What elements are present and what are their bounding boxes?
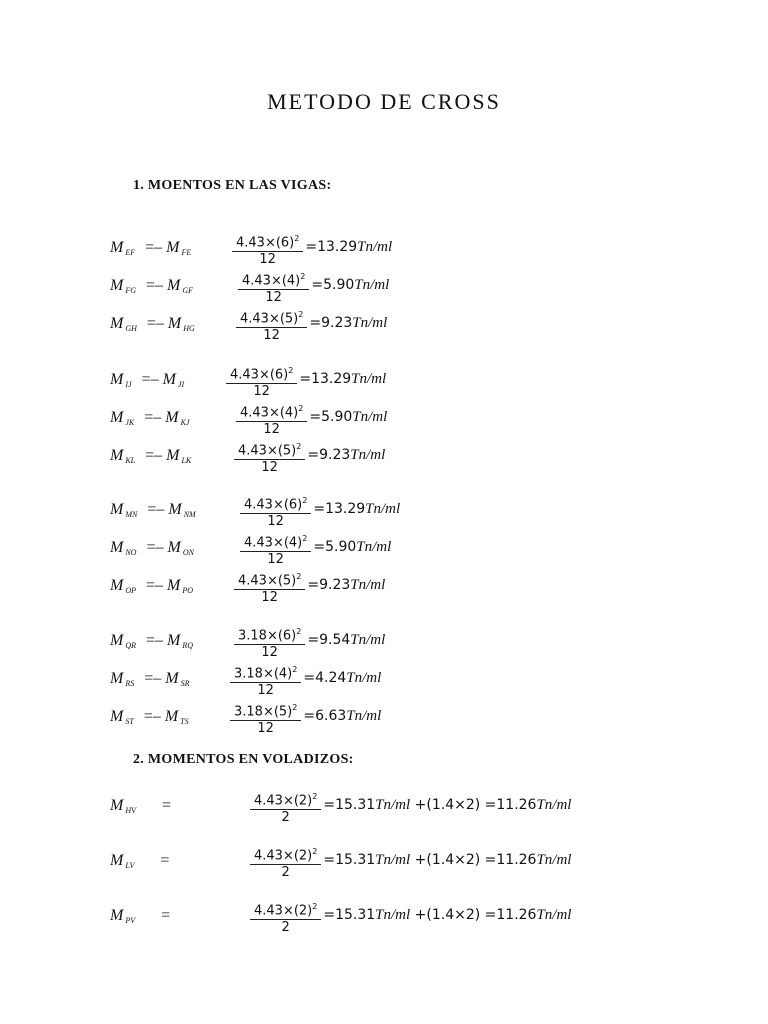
- moment-subscript: FE: [181, 248, 192, 257]
- moment-symbol: M: [110, 315, 124, 332]
- moment-subscript: QR: [125, 641, 136, 650]
- fraction: [232, 230, 303, 268]
- fraction-numerator: [230, 699, 301, 720]
- numerator-text: 3.18×(4): [234, 666, 293, 682]
- result-extra: +(1.4×2) =11.26: [410, 907, 537, 923]
- result-unit: Tn/ml: [536, 852, 572, 868]
- result-value: =15.31: [323, 852, 376, 868]
- moment-symbol: M: [110, 708, 124, 725]
- fraction-numerator: [236, 306, 307, 327]
- fraction: [250, 898, 321, 936]
- equals-sign: =: [162, 797, 172, 814]
- equation-result: [305, 239, 392, 256]
- equation-row: [110, 568, 730, 608]
- moment-subscript: LV: [125, 861, 135, 870]
- result-unit: Tn/ml: [375, 852, 411, 868]
- moment-symbol: M: [110, 447, 124, 464]
- fraction-denominator: 12: [263, 422, 280, 438]
- moment-symbol: M: [166, 447, 180, 464]
- moment-symbol: M: [110, 797, 124, 814]
- fraction-denominator: 12: [267, 552, 284, 568]
- fraction-numerator: [240, 530, 311, 551]
- numerator-text: 4.43×(6): [230, 367, 289, 383]
- equation-result: [307, 577, 385, 594]
- moment-symbol: M: [165, 409, 179, 426]
- exponent: 2: [312, 902, 318, 911]
- result-value: =5.90: [311, 277, 355, 293]
- equation-lhs: [110, 708, 189, 726]
- moment-symbol: M: [110, 239, 124, 256]
- exponent: 2: [292, 703, 298, 712]
- moment-subscript: NM: [183, 510, 196, 519]
- fraction: [234, 568, 305, 606]
- equation-row: [110, 230, 730, 270]
- section-heading: 1. MOENTOS EN LAS VIGAS:: [133, 178, 332, 193]
- fraction: [240, 530, 311, 568]
- equals-negative: =–: [141, 371, 159, 388]
- moment-symbol: M: [110, 539, 124, 556]
- moment-symbol: M: [167, 632, 181, 649]
- fraction-denominator: 2: [281, 865, 290, 881]
- result-value: =15.31: [323, 797, 376, 813]
- fraction-denominator: 2: [281, 810, 290, 826]
- moment-subscript: PV: [125, 916, 136, 925]
- equals-negative: =–: [146, 539, 164, 556]
- fraction-denominator: 12: [265, 290, 282, 306]
- numerator-text: 4.43×(5): [238, 443, 297, 459]
- equation-lhs: [110, 409, 189, 427]
- moment-subscript: EF: [125, 248, 136, 257]
- moment-subscript: IJ: [125, 380, 132, 389]
- exponent: 2: [296, 442, 302, 451]
- exponent: 2: [302, 534, 308, 543]
- exponent: 2: [288, 366, 294, 375]
- moment-subscript: LK: [181, 456, 192, 465]
- moment-symbol: M: [167, 577, 181, 594]
- equation-result: [307, 632, 385, 649]
- fraction: [250, 843, 321, 881]
- fraction-numerator: [250, 843, 321, 864]
- moment-subscript: HV: [125, 806, 136, 815]
- equation-row: [110, 268, 730, 308]
- numerator-text: 4.43×(6): [244, 497, 303, 513]
- equals-negative: =–: [146, 577, 164, 594]
- fraction: [230, 661, 301, 699]
- moment-subscript: NO: [125, 548, 137, 557]
- numerator-text: 4.43×(2): [254, 793, 313, 809]
- equation-result: [309, 409, 387, 426]
- numerator-text: 3.18×(5): [234, 704, 293, 720]
- exponent: 2: [312, 847, 318, 856]
- result-unit: Tn/ml: [350, 577, 386, 593]
- fraction-numerator: [234, 438, 305, 459]
- result-value: =13.29: [299, 371, 352, 387]
- equation-lhs: [110, 852, 173, 870]
- numerator-text: 4.43×(4): [240, 405, 299, 421]
- equation-row: [110, 362, 730, 402]
- result-unit: Tn/ml: [352, 315, 388, 331]
- result-unit: Tn/ml: [357, 239, 393, 255]
- equation-lhs: [110, 315, 195, 333]
- result-extra: +(1.4×2) =11.26: [410, 797, 537, 813]
- exponent: 2: [294, 234, 300, 243]
- equals-negative: =–: [146, 277, 164, 294]
- fraction: [236, 400, 307, 438]
- result-unit: Tn/ml: [375, 797, 411, 813]
- result-value: =15.31: [323, 907, 376, 923]
- fraction-denominator: 12: [261, 590, 278, 606]
- equation-row: [110, 530, 730, 570]
- numerator-text: 4.43×(4): [244, 535, 303, 551]
- fraction-denominator: 2: [281, 920, 290, 936]
- equation-result: [309, 315, 387, 332]
- equals-sign: =: [160, 852, 170, 869]
- result-unit: Tn/ml: [350, 447, 386, 463]
- moment-subscript: GF: [182, 286, 194, 295]
- result-value: =5.90: [309, 409, 353, 425]
- fraction-numerator: [238, 268, 309, 289]
- moment-symbol: M: [110, 277, 124, 294]
- fraction-numerator: [250, 788, 321, 809]
- equation-row: [110, 699, 730, 739]
- moment-subscript: RQ: [182, 641, 194, 650]
- result-value: =9.23: [307, 577, 351, 593]
- equation-result: [299, 371, 386, 388]
- equals-negative: =–: [144, 670, 162, 687]
- equation-lhs: [110, 797, 175, 815]
- equation-lhs: [110, 670, 189, 688]
- fraction-denominator: 12: [257, 683, 274, 699]
- fraction-numerator: [234, 623, 305, 644]
- moment-symbol: M: [110, 409, 124, 426]
- equation-result: [307, 447, 385, 464]
- equals-negative: =–: [145, 239, 163, 256]
- exponent: 2: [302, 496, 308, 505]
- fraction: [234, 623, 305, 661]
- fraction-denominator: 12: [261, 645, 278, 661]
- moment-subscript: KJ: [180, 418, 190, 427]
- fraction-numerator: [240, 492, 311, 513]
- equation-lhs: [110, 447, 191, 465]
- numerator-text: 4.43×(4): [242, 273, 301, 289]
- fraction: [238, 268, 309, 306]
- equation-lhs: [110, 277, 193, 295]
- moment-subscript: SR: [180, 679, 190, 688]
- result-unit: Tn/ml: [536, 797, 572, 813]
- fraction-denominator: 12: [261, 460, 278, 476]
- fraction-denominator: 12: [257, 721, 274, 737]
- numerator-text: 4.43×(2): [254, 848, 313, 864]
- moment-symbol: M: [110, 907, 124, 924]
- equals-negative: =–: [143, 708, 161, 725]
- moment-symbol: M: [167, 539, 181, 556]
- exponent: 2: [298, 310, 304, 319]
- result-unit: Tn/ml: [356, 539, 392, 555]
- numerator-text: 4.43×(2): [254, 903, 313, 919]
- moment-symbol: M: [110, 852, 124, 869]
- result-unit: Tn/ml: [351, 371, 387, 387]
- result-extra: +(1.4×2) =11.26: [410, 852, 537, 868]
- equals-negative: =–: [144, 409, 162, 426]
- equation-row: [110, 492, 730, 532]
- exponent: 2: [292, 665, 298, 674]
- moment-symbol: M: [110, 632, 124, 649]
- fraction-numerator: [232, 230, 303, 251]
- numerator-text: 4.43×(6): [236, 235, 295, 251]
- equation-row: [110, 400, 730, 440]
- equation-lhs: [110, 371, 184, 389]
- fraction: [240, 492, 311, 530]
- moment-subscript: ST: [125, 717, 134, 726]
- moment-subscript: KL: [125, 456, 136, 465]
- equation-result: [323, 797, 571, 814]
- fraction-denominator: 12: [259, 252, 276, 268]
- result-value: =9.23: [309, 315, 353, 331]
- moment-subscript: GH: [125, 324, 137, 333]
- fraction-numerator: [234, 568, 305, 589]
- moment-symbol: M: [162, 371, 176, 388]
- moment-subscript: RS: [125, 679, 135, 688]
- equation-row: [110, 788, 730, 828]
- moment-symbol: M: [167, 315, 182, 332]
- section-heading: 2. MOMENTOS EN VOLADIZOS:: [133, 752, 354, 767]
- moment-subscript: MN: [125, 510, 138, 519]
- exponent: 2: [300, 272, 306, 281]
- fraction-numerator: [250, 898, 321, 919]
- equation-lhs: [110, 501, 196, 519]
- moment-subscript: FG: [125, 286, 136, 295]
- moment-subscript: JK: [125, 418, 135, 427]
- equation-result: [323, 852, 571, 869]
- exponent: 2: [296, 627, 302, 636]
- equals-negative: =–: [147, 501, 165, 518]
- result-value: =9.23: [307, 447, 351, 463]
- fraction: [236, 306, 307, 344]
- result-unit: Tn/ml: [346, 670, 382, 686]
- moment-subscript: JI: [177, 380, 185, 389]
- fraction-denominator: 12: [267, 514, 284, 530]
- moment-subscript: OP: [125, 586, 136, 595]
- result-unit: Tn/ml: [354, 277, 390, 293]
- moment-subscript: TS: [180, 717, 189, 726]
- result-unit: Tn/ml: [365, 501, 401, 517]
- fraction-denominator: 12: [263, 328, 280, 344]
- result-unit: Tn/ml: [346, 708, 382, 724]
- fraction-numerator: [236, 400, 307, 421]
- moment-symbol: M: [110, 371, 124, 388]
- equals-sign: =: [161, 907, 171, 924]
- equation-row: [110, 306, 730, 346]
- result-unit: Tn/ml: [350, 632, 386, 648]
- equation-row: [110, 661, 730, 701]
- equation-result: [323, 907, 571, 924]
- moment-symbol: M: [166, 239, 180, 256]
- numerator-text: 3.18×(6): [238, 628, 297, 644]
- result-value: =4.24: [303, 670, 347, 686]
- fraction: [234, 438, 305, 476]
- exponent: 2: [298, 404, 304, 413]
- equals-negative: =–: [145, 447, 163, 464]
- equation-result: [313, 501, 400, 518]
- equation-lhs: [110, 907, 174, 925]
- result-value: =13.29: [313, 501, 366, 517]
- equals-negative: =–: [146, 632, 164, 649]
- equation-lhs: [110, 539, 194, 557]
- equation-row: [110, 623, 730, 663]
- moment-symbol: M: [110, 577, 124, 594]
- moment-symbol: M: [110, 501, 124, 518]
- fraction: [250, 788, 321, 826]
- exponent: 2: [296, 572, 302, 581]
- equation-result: [313, 539, 391, 556]
- fraction-numerator: [230, 661, 301, 682]
- equation-result: [311, 277, 389, 294]
- moment-symbol: M: [110, 670, 124, 687]
- moment-subscript: HG: [183, 324, 195, 333]
- equation-row: [110, 438, 730, 478]
- moment-symbol: M: [164, 708, 179, 725]
- numerator-text: 4.43×(5): [238, 573, 297, 589]
- result-value: =6.63: [303, 708, 347, 724]
- fraction: [230, 699, 301, 737]
- result-value: =5.90: [313, 539, 357, 555]
- exponent: 2: [312, 792, 318, 801]
- moment-symbol: M: [167, 277, 181, 294]
- equation-row: [110, 843, 730, 883]
- moment-symbol: M: [165, 670, 179, 687]
- equals-negative: =–: [146, 315, 164, 332]
- equation-lhs: [110, 632, 193, 650]
- fraction-denominator: 12: [253, 384, 270, 400]
- result-unit: Tn/ml: [352, 409, 388, 425]
- fraction-numerator: [226, 362, 297, 383]
- equation-lhs: [110, 239, 191, 257]
- moment-subscript: ON: [182, 548, 194, 557]
- equation-result: [303, 670, 381, 687]
- result-unit: Tn/ml: [375, 907, 411, 923]
- equation-result: [303, 708, 381, 725]
- fraction: [226, 362, 297, 400]
- result-value: =9.54: [307, 632, 351, 648]
- page-title: METODO DE CROSS: [267, 89, 501, 114]
- result-unit: Tn/ml: [536, 907, 572, 923]
- equation-lhs: [110, 577, 193, 595]
- moment-symbol: M: [168, 501, 182, 518]
- numerator-text: 4.43×(5): [240, 311, 299, 327]
- equation-row: [110, 898, 730, 938]
- moment-subscript: PO: [182, 586, 194, 595]
- result-value: =13.29: [305, 239, 358, 255]
